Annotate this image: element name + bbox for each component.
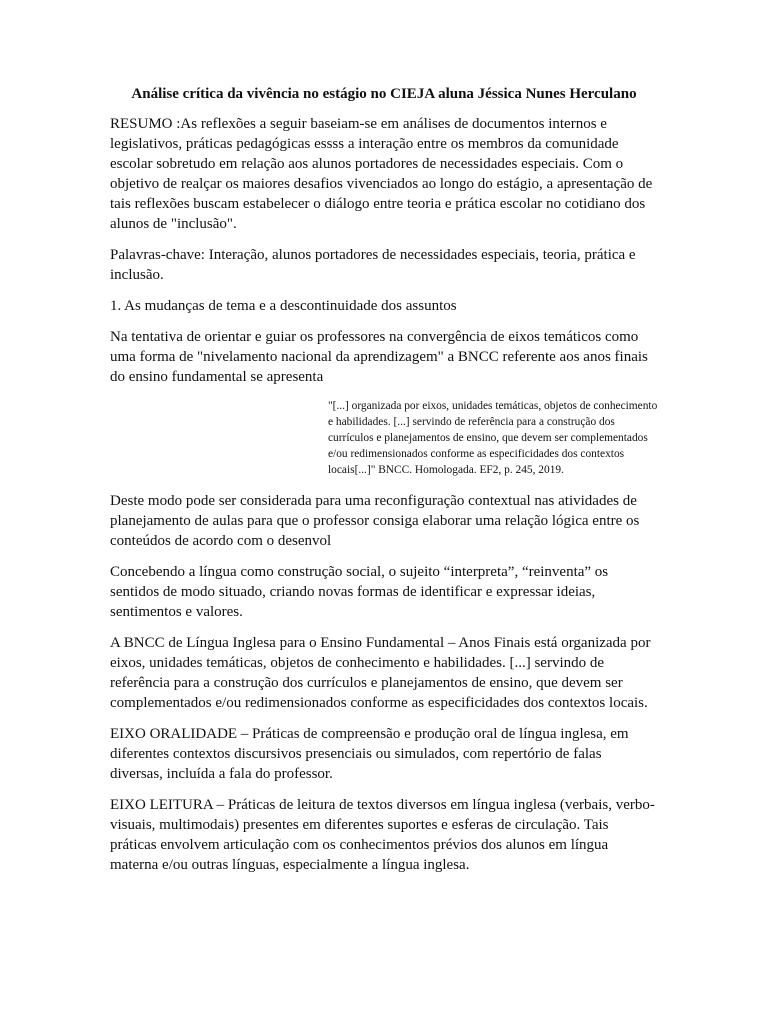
paragraph-bncc: A BNCC de Língua Inglesa para o Ensino Fundamental – Anos Finais está organizada por eixos, unidades temáticas, objetos de conhecimento e habilidades. [...] servindo de referência para a construção dos currículos e planejamentos de ensino, que devem ser complementados e/ou redimensionados conforme as especificidades dos contextos locais. [110,635,651,711]
paragraph-eixo-oralidade: EIXO ORALIDADE – Práticas de compreensão e produção oral de língua inglesa, em diferentes contextos discursivos presenciais ou simulados, com repertório de falas diversas, incluída a fala do professor. [110,726,629,782]
paragraph-abstract: RESUMO :As reflexões a seguir baseiam-se em análises de documentos internos e legislativos, práticas pedagógicas essss a interação entre os membros da comunidade escolar sobretudo em relação aos alunos portadores de necessidades especiais. Com o objetivo de realçar os maiores desafios vivenciados ao longo do estágio, a apresentação de tais reflexões buscam estabelecer o diálogo entre teoria e prática escolar no cotidiano dos alunos de "inclusão". [110,116,653,232]
paragraph-reconfiguration: Deste modo pode ser considerada para uma reconfiguração contextual nas atividades de planejamento de aulas para que o professor consiga elaborar uma relação lógica entre os conteúdos de acordo com o desenvol [110,493,640,549]
section-heading: 1. As mudanças de tema e a descontinuidade dos assuntos [110,298,457,314]
paragraph-language: Concebendo a língua como construção social, o sujeito “interpreta”, “reinventa” os sentidos de modo situado, criando novas formas de identificar e expressar ideias, sentimentos e valores. [110,564,609,620]
paragraph-intro: Na tentativa de orientar e guiar os professores na convergência de eixos temáticos como uma forma de "nivelamento nacional da aprendizagem" a BNCC referente aos anos finais do ensino fundamental se apresenta [110,329,648,385]
paragraph-eixo-leitura: EIXO LEITURA – Práticas de leitura de textos diversos em língua inglesa (verbais, verbo-visuais, multimodais) presentes em diferentes suportes e esferas de circulação. Tais práticas envolvem articulação com os conhecimentos prévios dos alunos em língua materna e/ou outras línguas, especialmente a língua inglesa. [110,797,655,873]
document-page [110,84,658,886]
paragraph-keywords: Palavras-chave: Interação, alunos portadores de necessidades especiais, teoria, prática e inclusão. [110,247,636,283]
document-title: Análise crítica da vivência no estágio no CIEJA aluna Jéssica Nunes Herculano [131,86,637,102]
block-quote: "[...] organizada por eixos, unidades temáticas, objetos de conhecimento e habilidades. [...] servindo de referência para a construção dos currículos e planejamentos de ensino, que devem ser complementados e/ou redimensionados conforme as especificidades dos contextos locais[...]" BNCC. Homologada. EF2, p. 245, 2019. [328,400,658,476]
